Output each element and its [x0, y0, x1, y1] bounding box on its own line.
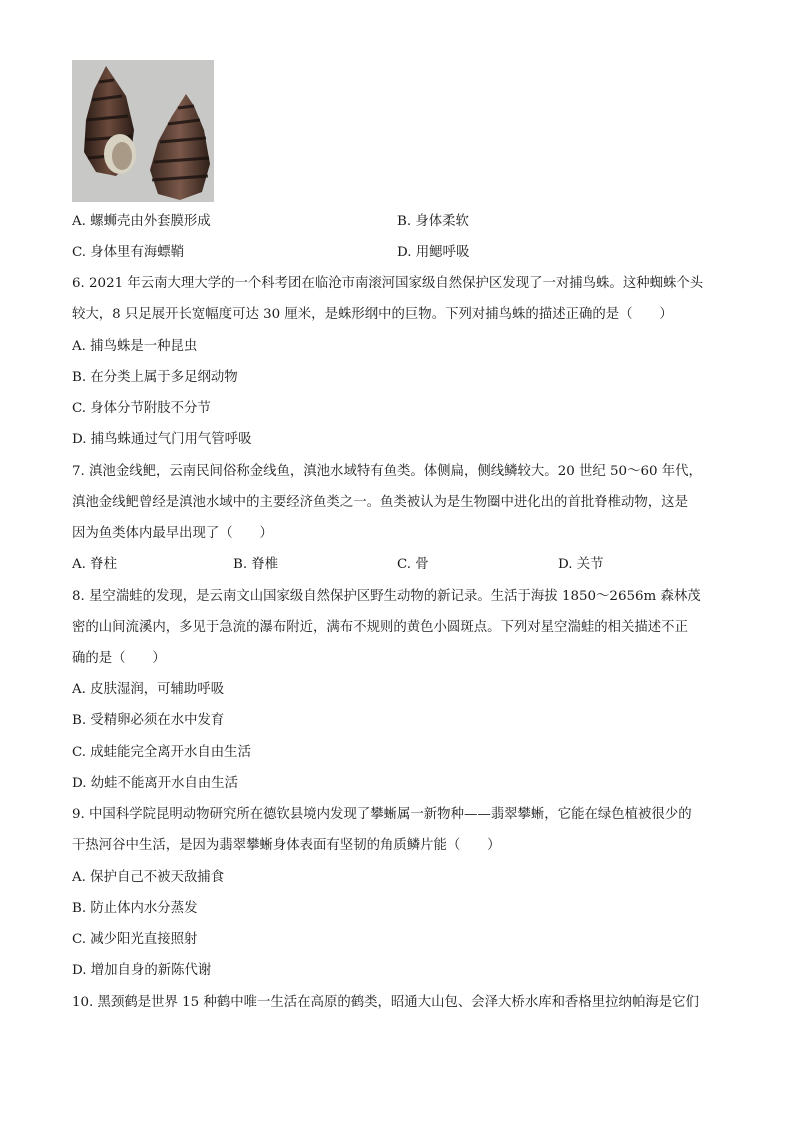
- q7-stem-line-3: 因为鱼类体内最早出现了（ ）: [72, 526, 273, 541]
- q10-stem-line-1: 10. 黑颈鹤是世界 15 种鹤中唯一生活在高原的鹤类，昭通大山包、会泽大桥水库和香格里拉纳帕海是它们: [72, 995, 699, 1010]
- q5-option-d: D. 用鳃呼吸: [397, 245, 470, 260]
- q7-option-c: C. 骨: [397, 557, 429, 572]
- q8-option-a: A. 皮肤湿润，可辅助呼吸: [72, 682, 225, 697]
- q6-option-c: C. 身体分节附肢不分节: [72, 401, 211, 416]
- q8-option-d: D. 幼蛙不能离开水自由生活: [72, 776, 239, 791]
- q7-stem-line-1: 7. 滇池金线鲃，云南民间俗称金线鱼，滇池水域特有鱼类。体侧扁，侧线鳞较大。20 世纪 50～60 年代，: [72, 464, 702, 479]
- q5-option-b: B. 身体柔软: [397, 214, 469, 229]
- q5-option-a: A. 螺蛳壳由外套膜形成: [72, 214, 211, 229]
- q9-option-c: C. 减少阳光直接照射: [72, 932, 198, 947]
- q6-option-a: A. 捕鸟蛛是一种昆虫: [72, 339, 198, 354]
- q8-option-c: C. 成蛙能完全离开水自由生活: [72, 745, 251, 760]
- snail-photo: [72, 60, 214, 202]
- q9-option-d: D. 增加自身的新陈代谢: [72, 963, 212, 978]
- snail-illustration: [72, 60, 214, 202]
- q9-option-a: A. 保护自己不被天敌捕食: [72, 870, 225, 885]
- q7-stem-line-2: 滇池金线鲃曾经是滇池水域中的主要经济鱼类之一。鱼类被认为是生物圈中进化出的首批脊椎动物，这是: [72, 495, 688, 510]
- q7-option-a: A. 脊柱: [72, 557, 117, 572]
- q8-stem-line-1: 8. 星空湍蛙的发现，是云南文山国家级自然保护区野生动物的新记录。生活于海拔 1850～2656m 森林茂: [72, 589, 701, 604]
- q5-option-c: C. 身体里有海螵鞘: [72, 245, 185, 260]
- q8-stem-line-2: 密的山间流溪内，多见于急流的瀑布附近，满布不规则的黄色小圆斑点。下列对星空湍蛙的相关描述不正: [72, 620, 688, 635]
- q9-stem-line-2: 干热河谷中生活，是因为翡翠攀蜥身体表面有坚韧的角质鳞片能（ ）: [72, 838, 501, 853]
- q7-option-b: B. 脊椎: [233, 557, 279, 572]
- q6-stem-line-2: 较大，8 只足展开长宽幅度可达 30 厘米，是蛛形纲中的巨物。下列对捕鸟蛛的描述正确的是（ ）: [72, 307, 673, 322]
- q6-option-d: D. 捕鸟蛛通过气门用气管呼吸: [72, 432, 252, 447]
- q7-option-d: D. 关节: [558, 557, 604, 572]
- q8-stem-line-3: 确的是（ ）: [72, 651, 166, 666]
- q8-option-b: B. 受精卵必须在水中发育: [72, 713, 225, 728]
- q6-stem-line-1: 6. 2021 年云南大理大学的一个科考团在临沧市南滚河国家级自然保护区发现了一对捕鸟蛛。这种蜘蛛个头: [72, 276, 704, 291]
- q9-stem-line-1: 9. 中国科学院昆明动物研究所在德钦县境内发现了攀蜥属一新物种——翡翠攀蜥，它能在绿色植被很少的: [72, 807, 692, 822]
- q9-option-b: B. 防止体内水分蒸发: [72, 901, 198, 916]
- q6-option-b: B. 在分类上属于多足纲动物: [72, 370, 238, 385]
